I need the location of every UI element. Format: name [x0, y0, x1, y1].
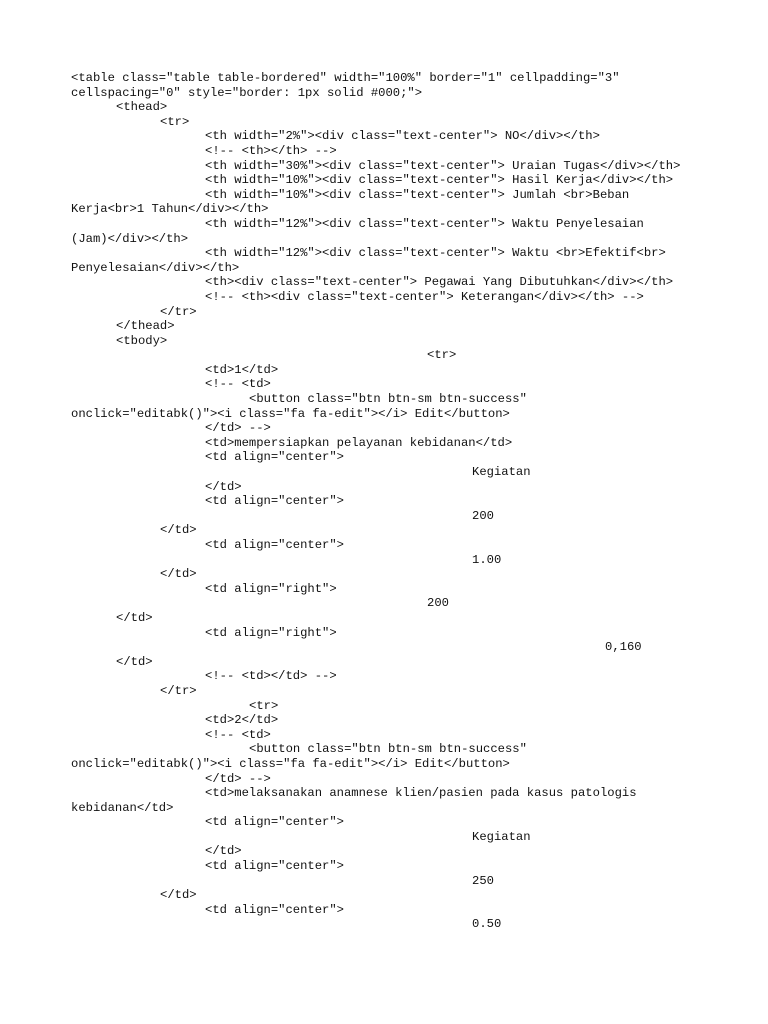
- code-line: <thead>: [116, 100, 168, 115]
- code-line: <th width="10%"><div class="text-center"> Jumlah <br>Beban: [205, 187, 630, 202]
- code-line: <table class="table table-bordered" width="100%" border="1" cellpadding="3": [71, 71, 620, 85]
- code-line: onclick="editabk()"><i class="fa fa-edit"></i> Edit</button>: [71, 406, 510, 421]
- code-line: <!-- <th></th> -->: [205, 143, 337, 158]
- code-line: </td> -->: [205, 771, 271, 786]
- code-line: <th width="12%"><div class="text-center"> Waktu Penyelesaian: [205, 216, 644, 231]
- code-line: <td align="center">: [205, 815, 344, 830]
- code-line: 250: [472, 873, 494, 888]
- code-line: <td>mempersiapkan pelayanan kebidanan</td>: [205, 435, 513, 450]
- code-line: <tbody>: [116, 333, 168, 348]
- code-line: </td>: [116, 654, 153, 669]
- code-line: </tr>: [160, 304, 197, 319]
- code-line: </td>: [160, 888, 197, 903]
- code-line: Penyelesaian</div></th>: [71, 260, 240, 275]
- code-line: <th><div class="text-center"> Pegawai Yang Dibutuhkan</div></th>: [205, 275, 674, 290]
- code-line: </thead>: [116, 319, 175, 334]
- code-line: (Jam)</div></th>: [71, 231, 189, 246]
- code-line: <button class="btn btn-sm btn-success": [249, 742, 527, 757]
- code-line: <td>1</td>: [205, 362, 279, 377]
- code-listing: [0, 71, 768, 932]
- code-line: <td>2</td>: [205, 713, 279, 728]
- code-line: </td>: [205, 844, 242, 859]
- code-line: 0,160: [605, 640, 642, 655]
- code-line: kebidanan</td>: [71, 800, 174, 815]
- code-line: <tr>: [427, 348, 457, 363]
- code-line: <!-- <td>: [205, 727, 271, 742]
- code-line: <th width="12%"><div class="text-center"> Waktu <br>Efektif<br>: [205, 246, 666, 261]
- code-line: <th width="2%"><div class="text-center"> NO</div></th>: [205, 129, 600, 144]
- code-line: </td>: [205, 479, 242, 494]
- code-line: </td> -->: [205, 421, 271, 436]
- code-line: <td>melaksanakan anamnese klien/pasien pada kasus patologis: [205, 786, 637, 801]
- code-line: <tr>: [160, 114, 190, 129]
- code-line: cellspacing="0" style="border: 1px solid #000;">: [71, 85, 423, 100]
- code-line: 200: [472, 508, 494, 523]
- code-line: <td align="right">: [205, 625, 337, 640]
- code-line: </td>: [160, 523, 197, 538]
- code-line: </td>: [116, 610, 153, 625]
- code-line: Kerja<br>1 Tahun</div></th>: [71, 202, 269, 217]
- code-line: <!-- <th><div class="text-center"> Keterangan</div></th> -->: [205, 289, 644, 304]
- code-line: <th width="30%"><div class="text-center"> Uraian Tugas</div></th>: [205, 158, 681, 173]
- code-line: <tr>: [249, 698, 279, 713]
- code-line: <!-- <td>: [205, 377, 271, 392]
- code-line: </tr>: [160, 683, 197, 698]
- code-line: </td>: [160, 567, 197, 582]
- code-line: <th width="10%"><div class="text-center"> Hasil Kerja</div></th>: [205, 173, 674, 188]
- code-line: <td align="center">: [205, 450, 344, 465]
- code-line: <td align="center">: [205, 902, 344, 917]
- code-line: <td align="center">: [205, 494, 344, 509]
- code-line: <button class="btn btn-sm btn-success": [249, 392, 527, 407]
- code-line: 0.50: [472, 917, 502, 932]
- code-line: Kegiatan: [472, 829, 531, 844]
- code-line: <td align="center">: [205, 538, 344, 552]
- code-line: <td align="right">: [205, 581, 337, 596]
- code-line: onclick="editabk()"><i class="fa fa-edit"></i> Edit</button>: [71, 756, 510, 771]
- code-line: Kegiatan: [472, 465, 531, 480]
- code-line: 1.00: [472, 552, 502, 567]
- code-line: 200: [427, 596, 449, 611]
- code-line: <td align="center">: [205, 859, 344, 874]
- code-line: <!-- <td></td> -->: [205, 669, 337, 684]
